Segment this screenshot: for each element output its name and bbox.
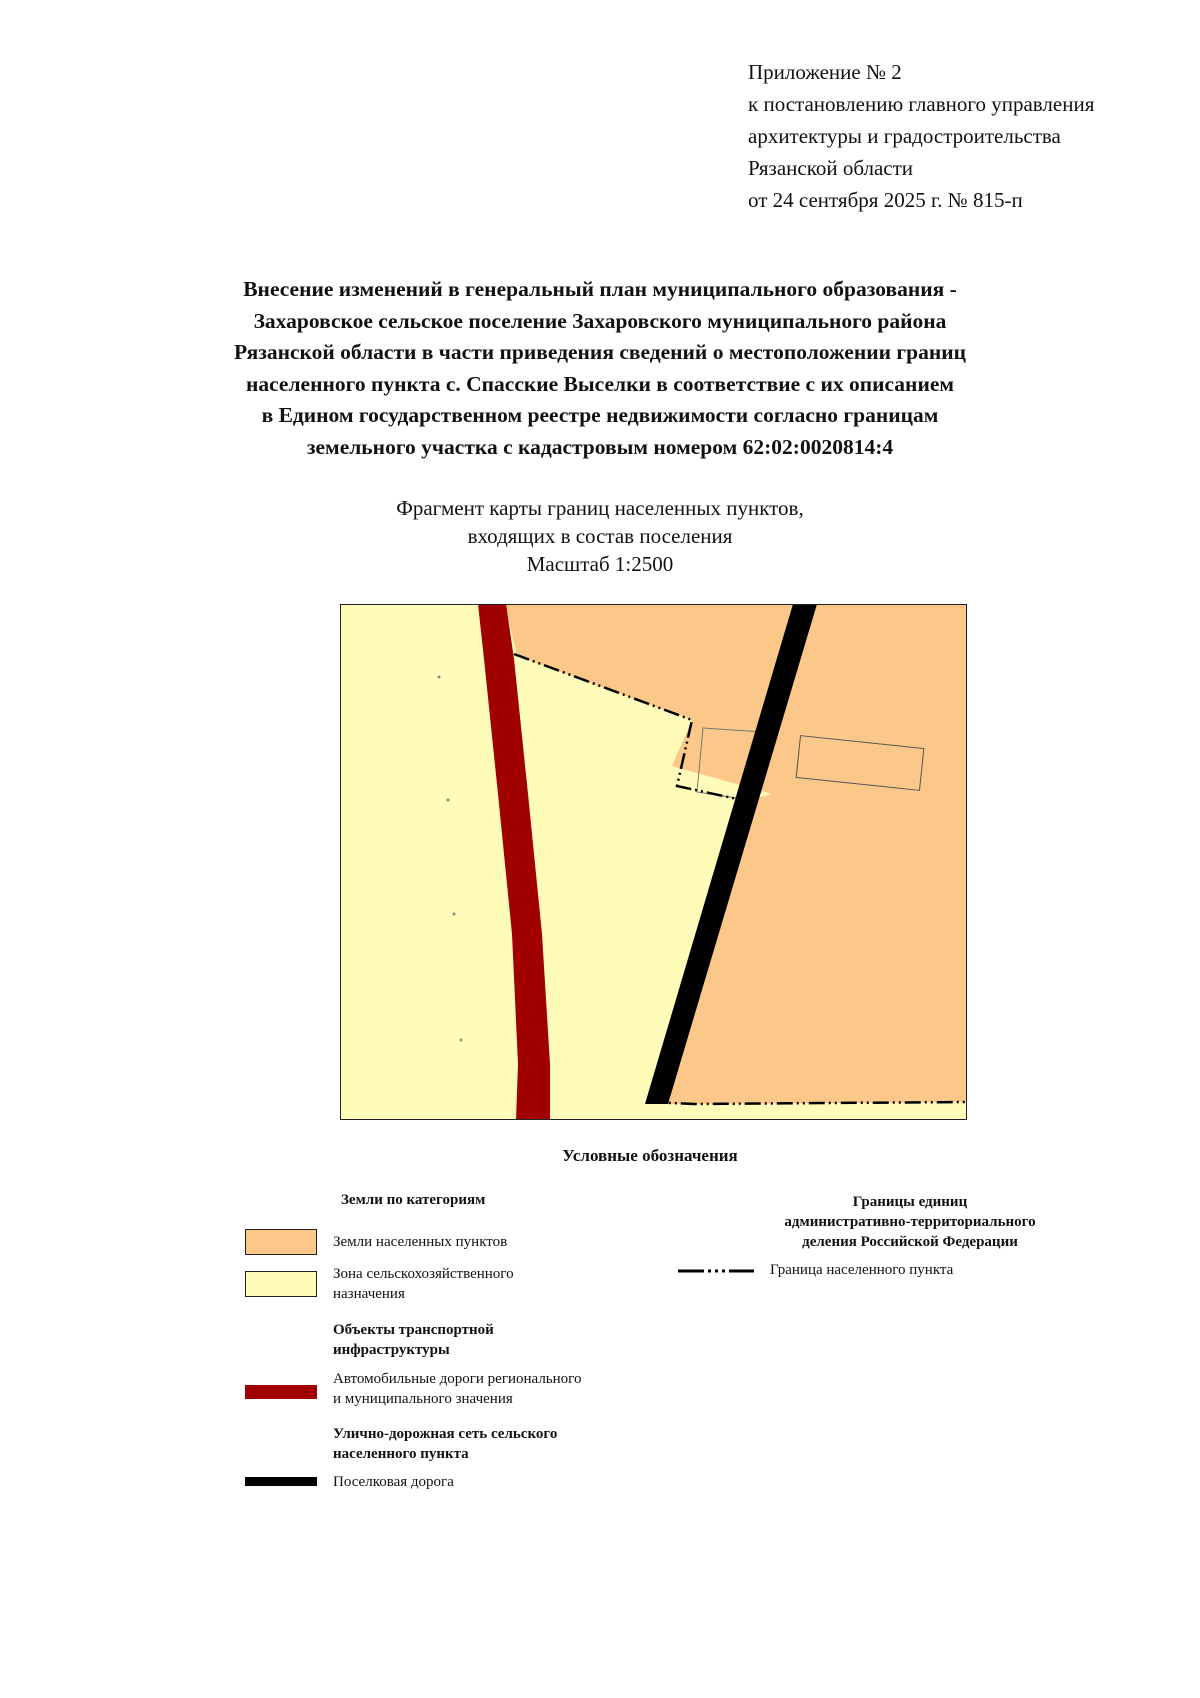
appendix-line: к постановлению главного управления bbox=[748, 92, 1095, 116]
legend-street-network-heading: Улично-дорожная сеть сельского населенного пункта bbox=[333, 1426, 558, 1462]
survey-point bbox=[460, 1039, 463, 1042]
legend-transport-heading: Объекты транспортной инфраструктуры bbox=[333, 1322, 494, 1358]
document-title bbox=[150, 274, 1050, 463]
survey-point bbox=[447, 799, 450, 802]
legend-swatch-agricultural bbox=[245, 1271, 317, 1297]
map-fragment bbox=[340, 604, 967, 1120]
appendix-number: Приложение № 2 bbox=[748, 60, 902, 84]
legend-land-categories-heading: Земли по категориям bbox=[341, 1192, 486, 1208]
legend-swatch-boundary bbox=[678, 1268, 754, 1274]
legend-heading: Условные обозначения bbox=[562, 1146, 738, 1165]
appendix-block bbox=[748, 56, 1168, 216]
title-line: земельного участка с кадастровым номером 62:02:0020814:4 bbox=[306, 434, 894, 459]
legend-swatch-regional-road bbox=[245, 1385, 317, 1399]
map-caption bbox=[300, 494, 900, 578]
legend-swatch-settlement bbox=[245, 1229, 317, 1255]
title-line: Рязанской области в части приведения сведений о местоположении границ bbox=[234, 340, 966, 364]
legend-label-village-road: Поселковая дорога bbox=[333, 1474, 454, 1490]
legend-boundaries-heading: Границы единиц административно-территориального деления Российской Федерации bbox=[784, 1194, 1036, 1250]
map-scale: Масштаб 1:2500 bbox=[526, 552, 674, 576]
title-line: Захаровское сельское поселение Захаровского муниципального района bbox=[253, 308, 947, 333]
map-svg bbox=[340, 604, 967, 1120]
appendix-line: архитектуры и градостроительства bbox=[748, 124, 1061, 148]
survey-point bbox=[453, 913, 456, 916]
appendix-line: Рязанской области bbox=[748, 156, 914, 180]
survey-point bbox=[438, 676, 441, 679]
caption-line: Фрагмент карты границ населенных пунктов, bbox=[396, 496, 804, 520]
legend-label-agricultural: Зона сельскохозяйственного назначения bbox=[333, 1266, 514, 1302]
legend-label-boundary: Граница населенного пункта bbox=[770, 1262, 954, 1278]
legend-swatch-village-road bbox=[245, 1477, 317, 1486]
caption-line: входящих в состав поселения bbox=[467, 524, 733, 548]
title-line: в Едином государственном реестре недвижимости согласно границам bbox=[261, 403, 939, 427]
legend-label-settlement: Земли населенных пунктов bbox=[333, 1234, 508, 1250]
legend-label-regional-road: Автомобильные дороги регионального и муниципального значения bbox=[333, 1371, 582, 1407]
appendix-date: от 24 сентября 2025 г. № 815-п bbox=[748, 188, 1023, 212]
title-line: населенного пункта с. Спасские Выселки в соответствие с их описанием bbox=[245, 371, 955, 396]
title-line: Внесение изменений в генеральный план муниципального образования - bbox=[243, 277, 957, 301]
